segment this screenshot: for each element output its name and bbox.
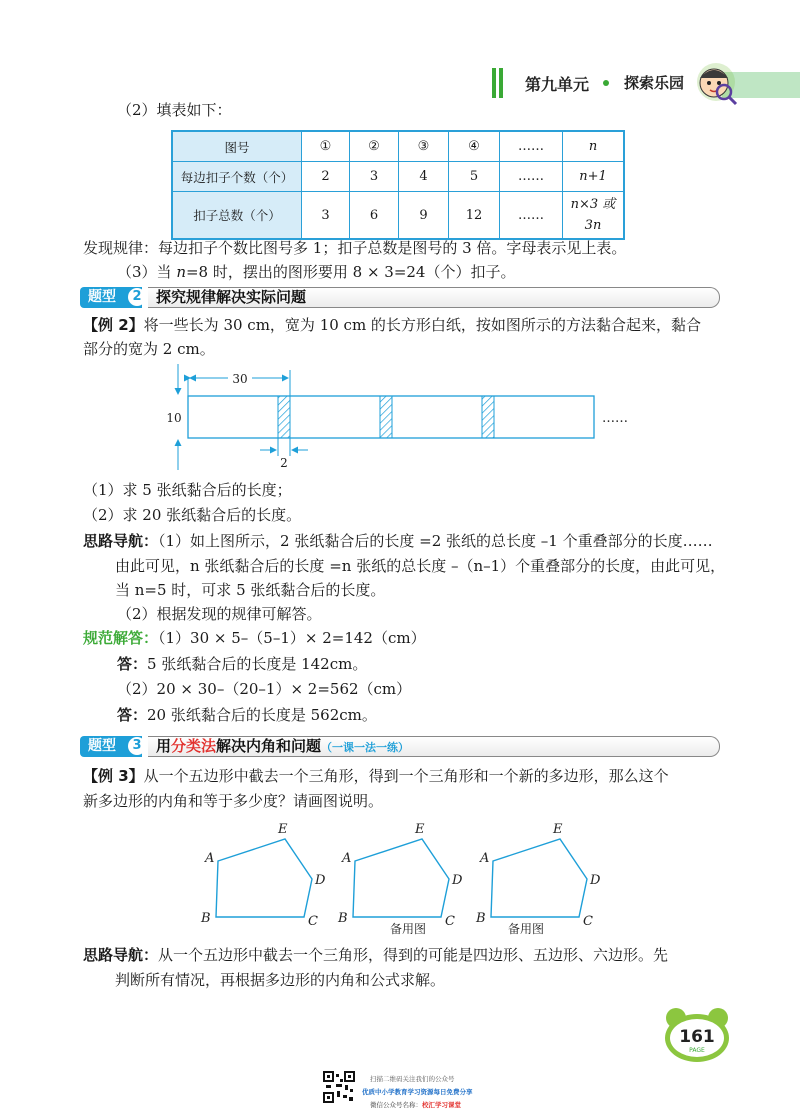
spare-figure-label: 备用图 — [390, 922, 427, 936]
banner-title: 探究规律解决实际问题 — [156, 288, 307, 306]
table-cell: 6 — [350, 192, 399, 240]
overlap-region — [380, 396, 392, 438]
table-cell: ② — [350, 131, 399, 162]
table-cell: 3 — [350, 162, 399, 192]
vertex-label: C — [583, 914, 593, 929]
banner-number: 2 — [128, 288, 146, 306]
solution-line1 — [83, 628, 426, 648]
table-row — [172, 131, 624, 162]
think3-label: 思路导航： — [83, 946, 159, 964]
banner-note: （一课一法一练） — [321, 741, 410, 754]
think2-line1 — [83, 531, 713, 551]
banner-title-pre: 用 — [156, 737, 172, 755]
header-section-title: 探索乐园 — [624, 74, 685, 92]
example2-line1 — [83, 315, 701, 335]
example2-text: 将一些长为 30 cm，宽为 10 cm 的长方形白纸，按如图所示的方法黏合起来，黏合 — [143, 316, 701, 334]
solution-calc2: （2）20 × 30–（20–1）× 2=562（cm） — [117, 680, 412, 698]
solution-label: 规范解答： — [83, 629, 159, 647]
part3-text — [117, 262, 515, 282]
think2-line2: 由此可见，n 张纸黏合后的长度 =n 张纸的总长度 –（n–1）个重叠部分的长度，由此可见， — [115, 557, 726, 575]
part3-var: n — [176, 263, 186, 281]
think3-line1 — [83, 945, 668, 965]
vertex-label: B — [201, 911, 211, 926]
strip-figure — [160, 360, 640, 472]
answer-label: 答： — [117, 706, 148, 724]
example2-line2: 部分的宽为 2 cm。 — [83, 340, 215, 358]
table-cell: 3 — [302, 192, 350, 240]
vertex-label: D — [452, 873, 463, 888]
banner-tag: 题型 — [80, 736, 142, 757]
example3-text: 从一个五边形中截去一个三角形，得到一个三角形和一个新的多边形，那么这个 — [143, 767, 669, 785]
vertex-label: B — [476, 911, 486, 926]
vertex-label: E — [415, 822, 425, 837]
vertex-label: D — [590, 873, 601, 888]
think2-text: （1）如上图所示，2 张纸黏合后的长度 =2 张纸的总长度 –1 个重叠部分的长度…… — [158, 532, 713, 550]
example3-line1 — [83, 766, 669, 786]
overlap-label: 2 — [280, 456, 288, 470]
table-row — [172, 192, 624, 240]
vertex-label: A — [205, 851, 215, 866]
spare-figure-label: 备用图 — [508, 922, 545, 936]
pentagon-shape — [491, 839, 587, 917]
page-word: PAGE — [689, 1047, 705, 1054]
part3-post: =8 时，摆出的图形要用 8 × 3=24（个）扣子。 — [185, 263, 516, 281]
overlap-region — [278, 396, 290, 438]
pentagon-shape — [353, 839, 449, 917]
pentagon-figures — [190, 815, 620, 940]
page-number: 161 — [679, 1027, 715, 1047]
solution-answer2 — [117, 705, 377, 725]
table-row-head: 扣子总数（个） — [172, 192, 302, 240]
banner-title-post: 解决内角和问题 — [216, 737, 322, 755]
ellipsis-label: …… — [602, 411, 628, 426]
table-cell: n+1 — [563, 162, 625, 192]
table-cell: ① — [302, 131, 350, 162]
question-2: （2）求 20 张纸黏合后的长度。 — [83, 506, 302, 524]
table-cell-line: n×3 或 — [570, 197, 616, 212]
table-cell: …… — [500, 192, 563, 240]
table-cell: 2 — [302, 162, 350, 192]
length-label: 30 — [232, 372, 248, 386]
answer-text: 5 张纸黏合后的长度是 142cm。 — [147, 655, 368, 673]
section-banner-2 — [80, 287, 720, 308]
part3-pre: （3）当 — [117, 263, 177, 281]
section-banner-3 — [80, 736, 720, 757]
footer-account — [370, 1100, 461, 1109]
solution-answer1 — [117, 654, 367, 674]
think3-line2: 判断所有情况，再根据多边形的内角和公式求解。 — [115, 971, 446, 989]
vertex-label: B — [338, 911, 348, 926]
table-cell: 9 — [399, 192, 449, 240]
table-cell — [563, 192, 625, 240]
vertex-label: E — [278, 822, 288, 837]
vertex-label: E — [553, 822, 563, 837]
answer-label: 答： — [117, 655, 148, 673]
footer-account-label: 微信公众号名称： — [370, 1101, 422, 1109]
vertex-label: A — [342, 851, 352, 866]
table-row-head: 图号 — [172, 131, 302, 162]
table-cell: 12 — [449, 192, 500, 240]
solution-calc1: （1）30 × 5–（5–1）× 2=142（cm） — [158, 629, 426, 647]
footer-scan-text: 扫描二维码关注我们的公众号 — [370, 1075, 455, 1083]
answer-text: 20 张纸黏合后的长度是 562cm。 — [147, 706, 377, 724]
pattern-table — [171, 130, 625, 240]
table-cell: …… — [500, 162, 563, 192]
question-1: （1）求 5 张纸黏合后的长度； — [83, 481, 292, 499]
width-label: 10 — [166, 411, 182, 425]
think2-label: 思路导航： — [83, 532, 159, 550]
table-cell: 5 — [449, 162, 500, 192]
vertex-label: D — [315, 873, 326, 888]
overlap-region — [482, 396, 494, 438]
table-cell-line: 3n — [584, 218, 602, 233]
think2-line3: 当 n=5 时，可求 5 张纸黏合后的长度。 — [115, 581, 386, 599]
page-number-badge — [662, 1004, 732, 1064]
banner-tag: 题型 — [80, 287, 142, 308]
part2-intro: （2）填表如下： — [117, 101, 232, 119]
vertex-label: A — [480, 851, 490, 866]
table-cell: 4 — [399, 162, 449, 192]
example2-label: 【例 2】 — [83, 316, 144, 334]
example3-line2: 新多边形的内角和等于多少度？请画图说明。 — [83, 792, 384, 810]
vertex-label: C — [308, 914, 318, 929]
pentagon-shape — [216, 839, 312, 917]
qr-code-icon — [323, 1071, 355, 1103]
rule-text: 发现规律：每边扣子个数比图号多 1；扣子总数是图号的 3 倍。字母表示见上表。 — [83, 239, 627, 257]
footer-promo-text: 优质中小学教育学习资源每日免费分享 — [362, 1088, 473, 1096]
banner-number: 3 — [128, 737, 146, 755]
think3-text: 从一个五边形中截去一个三角形，得到的可能是四边形、五边形、六边形。先 — [158, 946, 669, 964]
table-row — [172, 162, 624, 192]
example3-label: 【例 3】 — [83, 767, 144, 785]
vertex-label: C — [445, 914, 455, 929]
table-row-head: 每边扣子个数（个） — [172, 162, 302, 192]
header-unit-title: 第九单元 — [525, 75, 590, 94]
table-cell: …… — [500, 131, 563, 162]
table-cell: ④ — [449, 131, 500, 162]
footer-account-name: 校汇学习课堂 — [422, 1101, 461, 1109]
table-cell: ③ — [399, 131, 449, 162]
banner-title — [156, 736, 409, 758]
banner-title-highlight: 分类法 — [171, 737, 217, 755]
think2-line4: （2）根据发现的规律可解答。 — [117, 605, 322, 623]
table-cell: n — [563, 131, 625, 162]
